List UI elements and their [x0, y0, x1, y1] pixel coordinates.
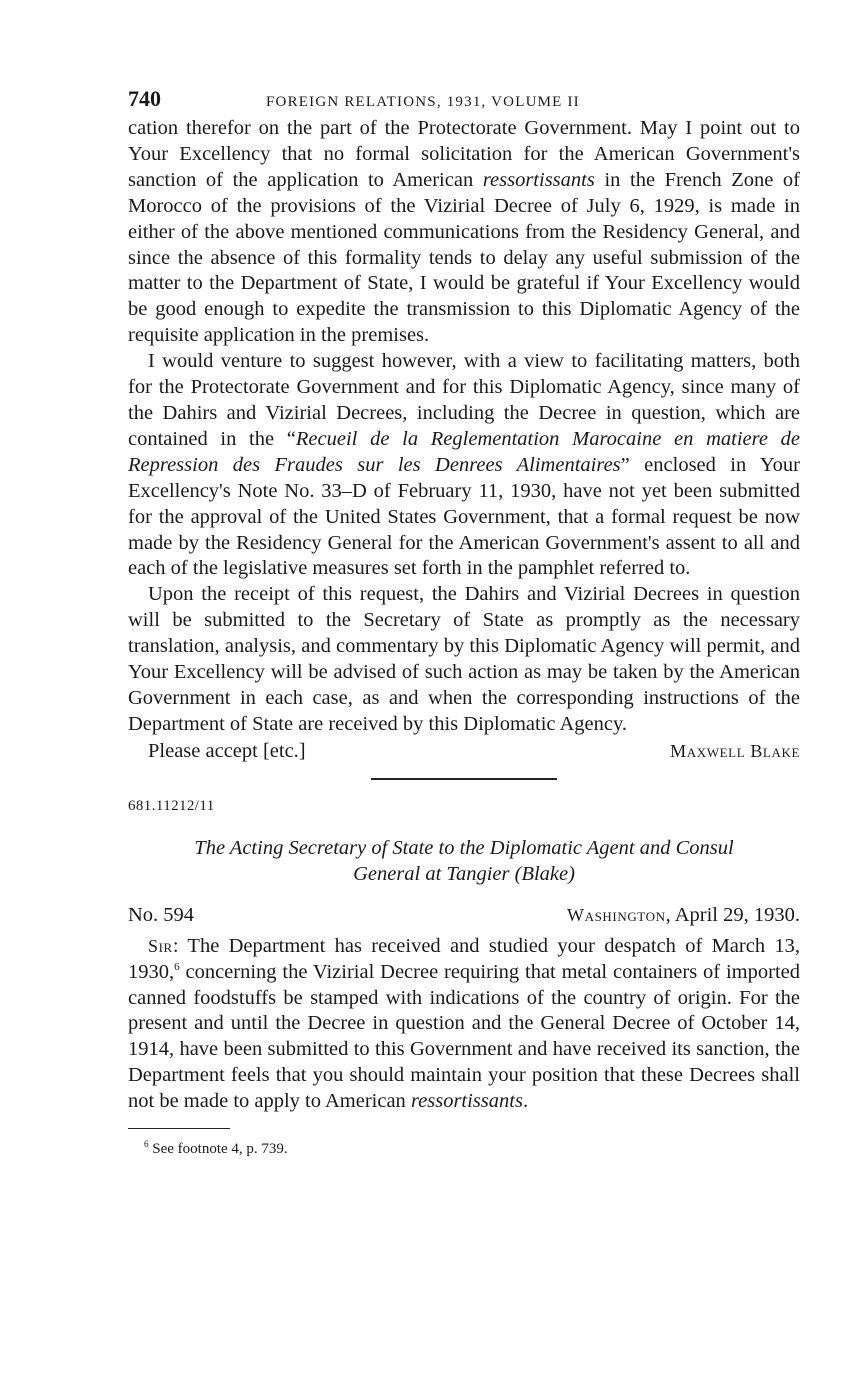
text-run: General at Tangier ( [353, 862, 522, 885]
title-line [128, 861, 800, 887]
signature: Maxwell Blake [670, 740, 800, 761]
document-page [128, 86, 800, 1158]
document-number: No. 594 [128, 903, 195, 926]
running-head: FOREIGN RELATIONS, 1931, VOLUME II [266, 94, 580, 110]
page-number: 740 [128, 86, 161, 111]
closing-text: Please accept [etc.] [148, 739, 306, 762]
footnote-reference: 6 [174, 960, 180, 973]
text-run: ) [568, 862, 575, 885]
paragraph [128, 349, 800, 582]
italic-term: ressortissants [410, 1090, 523, 1113]
date: , April 29, 1930. [665, 903, 800, 926]
recipient-name: Blake [521, 862, 569, 885]
footnote [128, 1141, 800, 1158]
previous-letter-body [128, 116, 800, 738]
place-date [567, 902, 800, 928]
page-header [128, 86, 800, 116]
text-run: I would venture to suggest however, with a view to facilitating matters, both for the Protectorate Government and for this Diplomatic Agency, since many of the Dahirs and Vizirial Decrees, including the Decree in question, which are contained in the “ [128, 350, 800, 450]
title-line: The Acting Secretary of State to the Diplomatic Agent and Consul [194, 836, 734, 859]
text-run: concerning the Vizirial Decree requiring that metal containers of imported canned foodstuffs be stamped with indications of the country of origin. For the present and until the Decree in question and the General Decree of October 14, 1914, have been submitted to this Government and have received its sanction, the Department feels that you should maintain your position that these Decrees shall not be made to apply to American [128, 960, 800, 1113]
paragraph: Upon the receipt of this request, the Dahirs and Vizirial Decrees in question will be submitted to the Secretary of State as promptly as the necessary translation, analysis, and commentary by this Diplomatic Agency will permit, and Your Excellency will be advised of such action as may be taken by the American Government in each case, as and when the corresponding instructions of the Department of State are received by this Diplomatic Agency. [128, 583, 800, 735]
text-run: cation therefor on the part of the Protectorate Government. May I point out to Your Excellency that no formal solicitation for the American Government's sanction of the application to American [128, 117, 800, 191]
document-title [128, 835, 800, 887]
text-run: in the French Zone of Morocco of the provisions of the Vizirial Decree of July 6, 1929, is made in either of the above mentioned communications from the Residency General, and since the absence of this formality tends to delay any useful submission of the matter to the Department of State, I would be grateful if Your Excellency would be good enough to expedite the transmission to this Diplomatic Agency of the requisite application in the premises. [128, 168, 800, 347]
paragraph [128, 934, 800, 1115]
italic-term: ressortissants [482, 168, 595, 191]
footnote-marker: 6 [144, 1139, 149, 1150]
text-run: . [522, 1090, 529, 1113]
paragraph [128, 116, 800, 349]
salutation: Sir [148, 935, 173, 956]
text-run: : The Department has received and studied your despatch of March 13, 1930, [128, 934, 800, 983]
text-run: ” enclosed in Your Excellency's Note No. 33–D of February 11, 1930, have not yet been submitted for the approval of the United States Government, that a formal request be now made by the Residency General for the American Government's assent to all and each of the legislative measures set forth in the pamphlet referred to. [128, 453, 800, 580]
italic-title: Recueil de la Reglementation Marocaine en matiere de Repression des Fraudes sur les Denrees Alimentaires [128, 427, 801, 476]
dateline [128, 902, 800, 928]
section-divider [371, 778, 557, 780]
footnote-text: See footnote 4, p. 739. [148, 1141, 288, 1158]
footnote-divider [128, 1128, 230, 1129]
place: Washington [567, 904, 666, 925]
signoff [128, 738, 800, 764]
letter-body [128, 934, 800, 1115]
file-number: 681.11212/11 [128, 797, 215, 814]
